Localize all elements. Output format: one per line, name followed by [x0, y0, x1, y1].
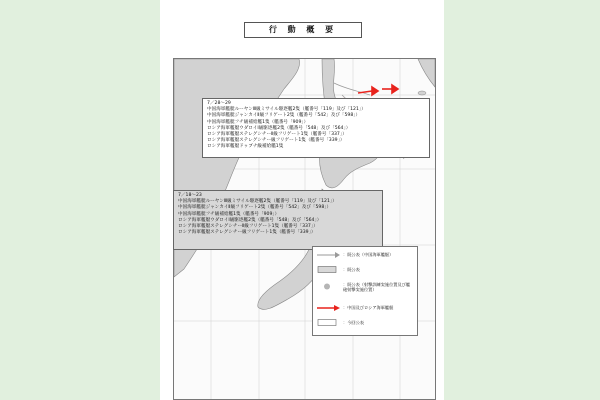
recent-activity-box — [202, 98, 430, 158]
past-line: 中国海軍艦艇ジャンカイⅡ級フリゲート2隻（艦番号「542」及び「598」） — [178, 205, 332, 211]
past-line: ロシア海軍艦艇ステレグシチー級フリゲート1隻（艦番号「339」） — [178, 230, 316, 236]
recent-line: ロシア海軍艦艇ステレグシチーⅡ級フリゲート1隻（艦番号「337」） — [207, 132, 347, 138]
page-title: 行 動 概 要 — [244, 22, 362, 38]
recent-line: 中国海軍艦艇ルーヤンⅢ級ミサイル駆逐艦2隻（艦番号「119」及び「121」） — [207, 107, 366, 113]
red-arrow-icon — [317, 305, 341, 311]
gray-dot-icon — [317, 283, 341, 290]
gray-arrow-icon — [317, 252, 341, 258]
recent-line: ロシア海軍艦艇ドゥブナ級補給艦1隻 — [207, 144, 284, 150]
past-line: 中国海軍艦艇フチ級補給艦1隻（艦番号「909」） — [178, 211, 280, 217]
kamchatka — [418, 59, 435, 87]
past-line: ロシア海軍艦艇ステレグシチーⅡ級フリゲート1隻（艦番号「337」） — [178, 224, 318, 230]
legend-label: ：今回公表 — [343, 320, 364, 325]
legend-label: ：中国及びロシア海軍艦艇 — [343, 305, 394, 310]
past-line: 中国海軍艦艇ルーヤンⅢ級ミサイル駆逐艦2隻（艦番号「119」及び「121」） — [178, 199, 337, 205]
legend-label: ：既公表（射撃訓練実施位置及び艦砲射撃実施位置） — [343, 282, 411, 292]
gray-box-icon — [317, 266, 341, 273]
document-page — [160, 0, 444, 400]
past-activity-box — [173, 190, 383, 250]
legend-label: ：既公表 — [343, 267, 360, 272]
recent-line: ロシア海軍艦艇ステレグシチー級フリゲート1隻（艦番号「339」） — [207, 138, 345, 144]
past-line: ロシア海軍艦艇ウダロイⅠ級駆逐艦2隻（艦番号「548」及び「564」） — [178, 217, 322, 223]
recent-date: 7／28～29 — [207, 101, 231, 106]
legend-label: ：既公表（中国海軍艦艇） — [343, 252, 394, 257]
white-box-icon — [317, 319, 341, 326]
recent-line: 中国海軍艦艇フチ級補給艦1隻（艦番号「909」） — [207, 119, 309, 125]
map-legend — [312, 246, 418, 336]
past-date: 7／18～23 — [178, 193, 202, 198]
recent-line: ロシア海軍艦艇ウダロイⅠ級駆逐艦2隻（艦番号「548」及び「564」） — [207, 125, 351, 131]
recent-line: 中国海軍艦艇ジャンカイⅡ級フリゲート2隻（艦番号「542」及び「598」） — [207, 113, 361, 119]
